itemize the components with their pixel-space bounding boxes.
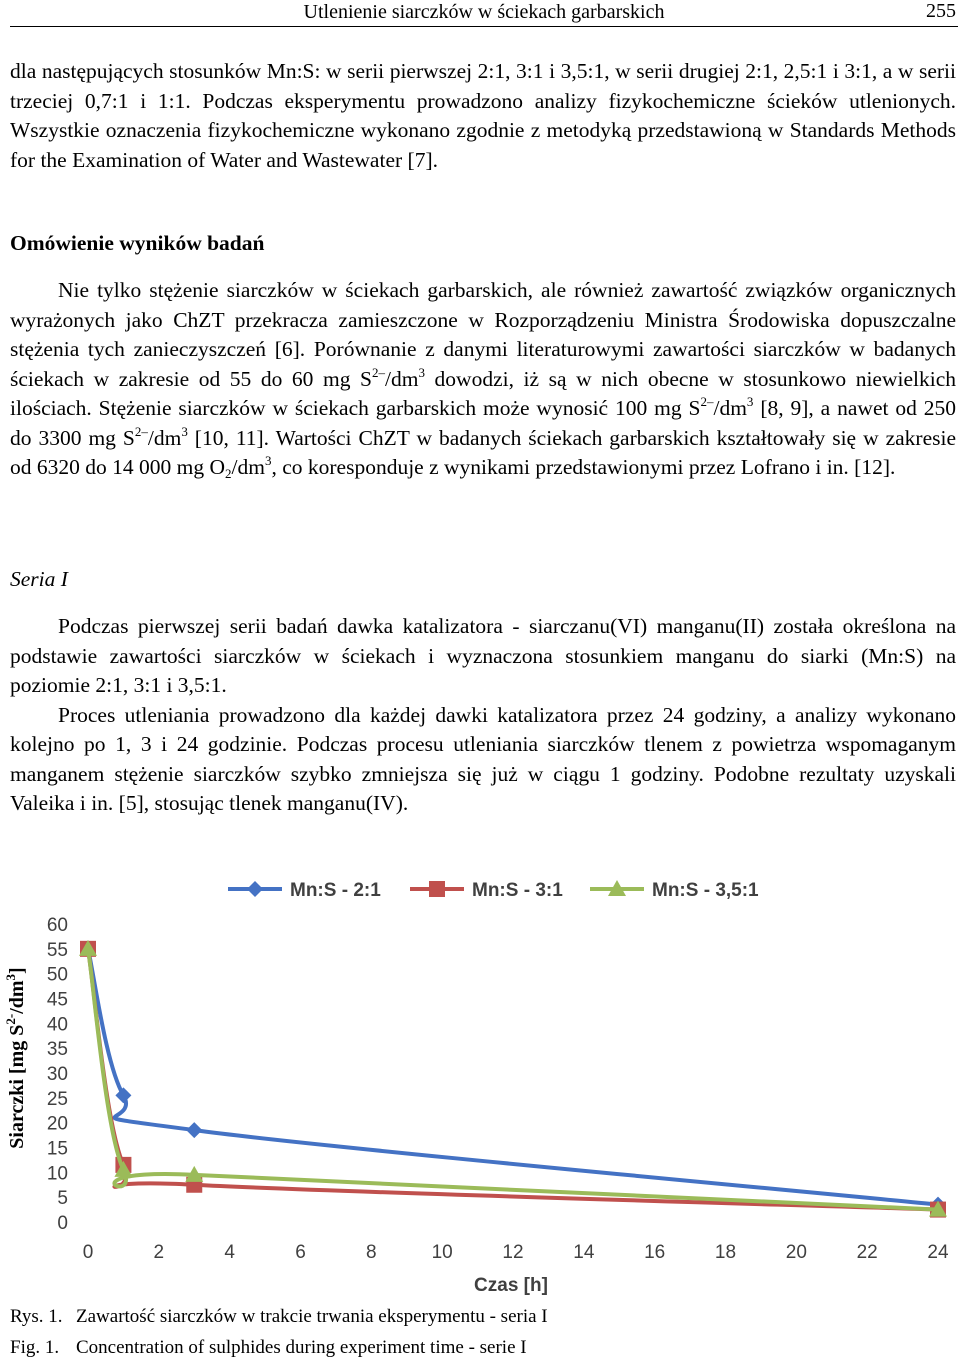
intro-text: dla następujących stosunków Mn:S: w serii pierwszej 2:1, 3:1 i 3,5:1, w serii drugiej 2:1, 2,5:1 i 3:1, a w serii trzeciej 0,7:1 i 1:1. Podczas eksperymentu prowadzono analizy fizykochemiczne ścieków utlenionych. Wszystkie oznaczenia fizykochemiczne wykonano zgodnie z metodyką przedstawioną w Standards Methods for the Examination of Water and Wastewater [7]. bbox=[10, 59, 956, 172]
y-tick-label: 35 bbox=[46, 1039, 68, 1061]
x-tick-label: 12 bbox=[502, 1242, 524, 1263]
x-tick-label: 6 bbox=[295, 1242, 306, 1263]
figure bbox=[0, 862, 960, 1298]
y-tick-label: 5 bbox=[57, 1188, 68, 1210]
data-point bbox=[247, 881, 263, 897]
legend-label: Mn:S - 3:1 bbox=[472, 880, 563, 901]
running-head bbox=[10, 0, 958, 27]
legend-label: Mn:S - 2:1 bbox=[290, 880, 381, 901]
x-tick-labels bbox=[83, 1242, 949, 1263]
x-tick-label: 16 bbox=[644, 1242, 666, 1263]
x-tick-label: 4 bbox=[224, 1242, 235, 1263]
y-tick-label: 20 bbox=[46, 1113, 68, 1135]
x-tick-label: 0 bbox=[82, 1242, 94, 1263]
series-paragraph-2: Proces utleniania prowadzono dla każdej dawki katalizatora przez 24 godziny, a analizy wykonano kolejno po 1, 3 i 24 godzinie. Podczas procesu utleniania siarczków tlenem z powietrza wspomaganym manganem stężenie siarczków szybko zmniejsza się już w ciągu 1 godziny. Podobne rezultaty uzyskali Valeika i in. [5], stosując tlenek manganu(IV). bbox=[10, 702, 956, 815]
y-tick-label: 55 bbox=[46, 939, 68, 961]
x-tick-label: 14 bbox=[573, 1242, 595, 1263]
x-tick-label: 8 bbox=[366, 1242, 377, 1263]
intro-paragraph bbox=[10, 57, 956, 175]
y-tick-label: 0 bbox=[57, 1213, 68, 1234]
series-1 bbox=[80, 941, 946, 1213]
y-tick-label: 30 bbox=[46, 1064, 68, 1085]
legend-item-1 bbox=[228, 880, 381, 901]
series-3 bbox=[79, 940, 947, 1217]
caption-pl-text: Zawartość siarczków w trakcie trwania eksperymentu - seria I bbox=[76, 1306, 548, 1327]
y-tick-label: 60 bbox=[46, 915, 68, 936]
y-tick-label: 45 bbox=[46, 989, 68, 1011]
data-point bbox=[115, 1087, 131, 1103]
legend-label: Mn:S - 3,5:1 bbox=[652, 880, 759, 901]
x-tick-label: 20 bbox=[785, 1242, 807, 1263]
caption-en-number: Fig. 1. bbox=[10, 1337, 60, 1358]
y-tick-label: 15 bbox=[46, 1138, 68, 1160]
results-text: Nie tylko stężenie siarczków w ściekach garbarskich, ale również zawartość związków organicznych wyrażonych jako ChZT przekracza zamieszczone w Rozporządzeniu Ministra Środowiska dopuszczalne stężenia tych zanieczyszczeń [6]. Porównanie z danymi literaturowymi zawartości siarczków w badanych ściekach w zakresie od 55 do 60 mg $S^{2-}/dm^3$ dowodzi, iż są w nich obecne w stosunkowo niewielkich ilościach. Stężenie siarczków w ściekach garbarskich może wynosić 100 mg $S^{2-}/dm^3$ [8, 9], a nawet od 250 do 3300 mg $S^{2-}/dm^3$ [10, 11]. Wartości ChZT w badanych ściekach garbarskich kształtowały się w zakresie od 6320 do 14 000 mg $O_2/dm^3$, co koresponduje z wynikami przedstawionymi przez Lofrano i in. [12]. bbox=[10, 278, 956, 481]
x-axis-label: Czas [h] bbox=[474, 1275, 548, 1296]
legend-item-2 bbox=[410, 880, 563, 901]
caption-en-text: Concentration of sulphides during experiment time - serie I bbox=[76, 1337, 527, 1358]
chart-series bbox=[79, 940, 947, 1218]
x-tick-label: 24 bbox=[927, 1242, 949, 1263]
section-heading: Omówienie wyników badań bbox=[10, 231, 265, 255]
results-paragraph bbox=[10, 276, 956, 483]
series-line bbox=[88, 949, 938, 1205]
running-title: Utlenienie siarczków w ściekach garbarskich bbox=[303, 1, 665, 23]
caption-pl bbox=[10, 1306, 548, 1328]
x-tick-label: 22 bbox=[856, 1242, 878, 1263]
subsection-heading: Seria I bbox=[10, 567, 68, 591]
series-paragraphs bbox=[10, 612, 956, 819]
caption-pl-number: Rys. 1. bbox=[10, 1306, 63, 1327]
series-line bbox=[88, 949, 938, 1210]
y-tick-label: 40 bbox=[46, 1014, 68, 1036]
y-tick-label: 10 bbox=[46, 1163, 68, 1185]
x-tick-label: 10 bbox=[431, 1242, 453, 1263]
data-point bbox=[429, 881, 445, 897]
y-tick-label: 50 bbox=[46, 964, 68, 986]
y-axis-label: Siarczki [mg $S^{2-}/dm^3$] bbox=[3, 967, 28, 1149]
series-paragraph-1: Podczas pierwszej serii badań dawka katalizatora - siarczanu(VI) manganu(II) została określona na podstawie zawartości siarczków w ściekach i wyznaczona stosunkiem manganu do siarki (Mn:S) na poziomie 2:1, 3:1 i 3,5:1. bbox=[10, 614, 956, 697]
series-line bbox=[88, 949, 938, 1210]
y-tick-label: 25 bbox=[46, 1088, 68, 1110]
legend-item-3 bbox=[590, 880, 759, 901]
x-tick-label: 18 bbox=[714, 1242, 737, 1263]
data-point bbox=[186, 1122, 202, 1138]
caption-en bbox=[10, 1337, 527, 1359]
sulphide-chart bbox=[0, 862, 960, 1298]
chart-legend bbox=[228, 880, 759, 901]
y-tick-labels bbox=[47, 915, 68, 1234]
x-tick-label: 2 bbox=[153, 1242, 165, 1263]
page-number: 255 bbox=[926, 0, 956, 22]
